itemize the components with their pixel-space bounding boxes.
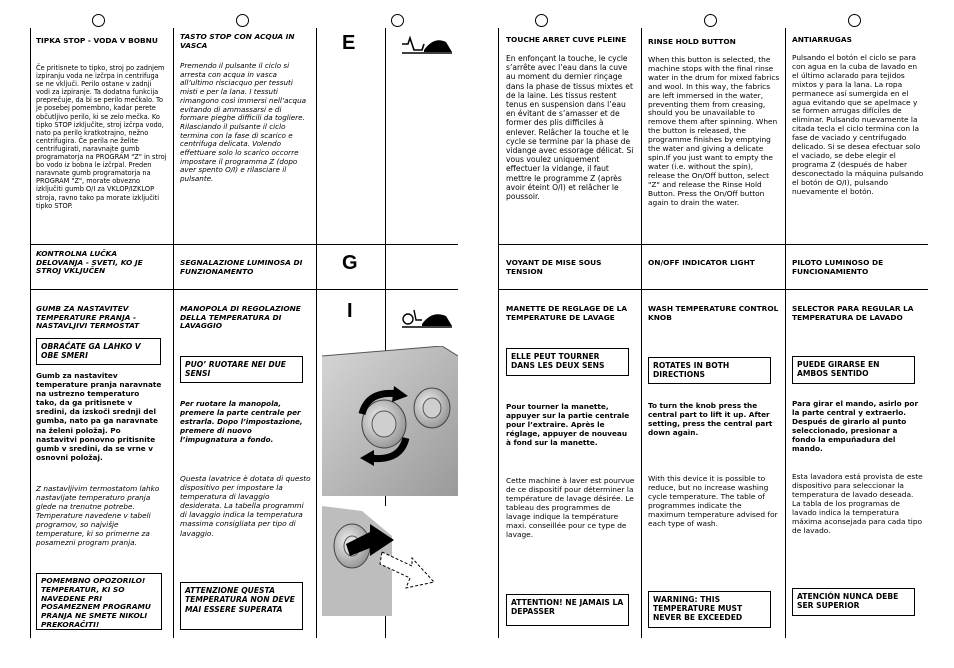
temperature-knob-heading: SELECTOR PARA REGULAR LA TEMPERATURA DE LAVADO: [792, 304, 914, 322]
knob-instructions: Gumb za nastavitev temperature pranja naravnate na ustrezno temperaturo tako, da ga pritisnete v sredini, da izskoči srednji del gumba, nato pa ga naravnate na želeni položaj. Po nastavitvi ponovno pritisnite gumb v sredini, da se vrne v osnovni položaj.: [36, 371, 162, 462]
stop-button-heading: TOUCHE ARRET CUVE PLEINE: [506, 35, 627, 44]
temperature-knob-heading: MANOPOLA DI REGOLAZIONE DELLA TEMPERATURA DI LAVAGGIO: [180, 304, 301, 331]
binder-hole: [535, 14, 548, 27]
stop-button-heading: ANTIARRUGAS: [792, 35, 852, 44]
section-letter-e: E: [342, 32, 356, 54]
temperature-warning: ATTENTION! NE JAMAIS LA DEPASSER: [506, 594, 629, 626]
stop-button-heading: RINSE HOLD BUTTON: [648, 37, 736, 46]
binder-hole: [391, 14, 404, 27]
temperature-warning: WARNING: THIS TEMPERATURE MUST NEVER BE EXCEEDED: [648, 591, 771, 628]
binder-hole: [236, 14, 249, 27]
thermostat-info: With this device it is possible to reduce, but no increase washing cycle temperature. The table of programmes indicate the maximum temperature advised for each type of wash.: [648, 474, 778, 528]
stop-button-text: Če pritisnete to tipko, stroj po zadnjem izpiranju voda ne izčrpa in centrifuga se ne vključi. Perilo ostane v zadnji vodi za izpiranje. Ta dodatna funkcija preprečuje, da bi se perilo mečkalo. To je posebej pomembno, kadar perete občutljivo perilo, ki se zelo mečka. Ko tipko STOP izključite, stroj izčrpa vodo, nato pa perilo kratkotrajno, nežno centrifugira. Če perila ne želite centrifugirati, naravnajte gumb programatorja na PROGRAM "Z" in stroj bo vodo iz bobna le izčrpal. Preden naravnate gumb programatorja na PROGRAM "Z", morate obvezno izključiti gumb O/I za VKLOP/IZKLOP stroja, ravno tako pa morate izključiti tipko STOP.: [36, 64, 167, 210]
knob-instructions: Pour tourner la manette, appuyer sur la partie centrale pour l’extraire. Après le réglage, appuyer de nouveau à fond sur la manette.: [506, 402, 630, 447]
binder-hole: [92, 14, 105, 27]
stop-button-heading: TASTO STOP CON ACQUA IN VASCA: [180, 32, 295, 50]
section-letter-i: I: [347, 300, 353, 322]
stop-button-text: En enfonçant la touche, le cycle s’arrête avec l’eau dans la cuve au moment du dernier rinçage dans la phase de tissus mixtes et de la laine. Les tissus restent tenus en suspension dans l’eau en évitant de s’amasser et de former des plis difficiles à enlever. Relâcher la touche et le cycle se termine par la phase de vidange avec essorage délicat. Si vous voulez uniquement effectuer la vidange, il faut mettre le programme Z (après avoir éteint O/I) et relâcher le poussoir.: [506, 54, 634, 202]
section-letter-g: G: [342, 252, 358, 274]
thermostat-info: Cette machine à laver est pourvue de ce dispositif pour déterminer la température de lavage désirée. Le tableau des programmes de lavage indique la température maxi. conseillée pour ce type de lavage.: [506, 476, 635, 539]
stop-button-text: Premendo il pulsante il ciclo si arresta con acqua in vasca all’ultimo risciacquo per tessuti misti e per la lana. I tessuti rimangono così immersi nell’acqua evitando di ammassarsi e di formare pieghe difficili da togliere. Rilasciando il pulsante il ciclo termina con la fase di scarico e centrifuga delicata. Volendo effettuare solo lo scarico occorre impostare il programma Z (dopo aver spento O/I) e rilasciare il pulsante.: [180, 61, 307, 184]
stop-button-text: Pulsando el botón el ciclo se para con agua en la cuba de lavado en el último aclarado para tejidos mixtos y para la lana. La ropa permanece así sumergida en el agua evitando que se apelmace y se formen arrugas difíciles de eliminar. Pulsando nuevamente la citada tecla el ciclo termina con la fase de vaciado y centrifugado delicado. Si se desea efectuar solo el vaciado, se debe elegir el programa Z (después de haber desconectado la máquina pulsando el botón de O/I), pulsando nuevamente el botón.: [792, 53, 924, 196]
rotate-info-box: OBRAČATE GA LAHKO V OBE SMERI: [36, 338, 161, 365]
indicator-light-heading: ON/OFF INDICATOR LIGHT: [648, 258, 755, 267]
indicator-light-heading: SEGNALAZIONE LUMINOSA DI FUNZIONAMENTO: [180, 258, 303, 276]
stop-button-heading: TIPKA STOP - VODA V BOBNU: [36, 36, 158, 45]
binder-hole: [704, 14, 717, 27]
indicator-light-heading: KONTROLNA LUČKA DELOVANJA - SVETI, KO JE STROJ VKLJUČEN: [36, 249, 143, 276]
thermostat-info: Questa lavatrice è dotata di questo dispositivo per impostare la temperatura di lavaggio desiderata. La tabella programmi di lavaggio indica la temperatura massima consigliata per tipo di lavaggio.: [180, 474, 311, 538]
control-panel-illustration: [322, 346, 458, 616]
rotate-info-box: PUEDE GIRARSE EN AMBOS SENTIDO: [792, 356, 915, 384]
indicator-light-heading: PILOTO LUMINOSO DE FUNCIONAMIENTO: [792, 258, 884, 276]
rinse-hold-button-icon: [400, 34, 454, 56]
temperature-warning: ATTENZIONE QUESTA TEMPERATURA NON DEVE MAI ESSERE SUPERATA: [180, 582, 303, 630]
temperature-knob-heading: WASH TEMPERATURE CONTROL KNOB: [648, 304, 779, 322]
rotate-info-box: ELLE PEUT TOURNER DANS LES DEUX SENS: [506, 348, 629, 376]
binder-hole: [848, 14, 861, 27]
knob-instructions: Per ruotare la manopola, premere la parte centrale per estrarla. Dopo l’impostazione, premere di nuovo l’impugnatura a fondo.: [180, 399, 303, 444]
temperature-warning: ATENCIÓN NUNCA DEBE SER SUPERIOR: [792, 588, 915, 616]
temperature-warning: POMEMBNO OPOZORILO! TEMPERATUR, KI SO NAVEDENE PRI POSAMEZNEM PROGRAMU PRANJA NE SMETE NIKOLI PREKORAČITI!: [36, 573, 162, 630]
temperature-knob-heading: GUMB ZA NASTAVITEV TEMPERATURE PRANJA - NASTAVLJIVI TERMOSTAT: [36, 304, 140, 331]
temperature-button-icon: [400, 306, 454, 330]
temperature-knob-heading: MANETTE DE REGLAGE DE LA TEMPERATURE DE LAVAGE: [506, 304, 628, 322]
knob-instructions: To turn the knob press the central part to lift it up. After setting, press the central part down again.: [648, 401, 773, 437]
rotate-info-box: ROTATES IN BOTH DIRECTIONS: [648, 357, 771, 384]
thermostat-info: Z nastavljivim termostatom lahko nastavljate temperaturo pranja glede na trenutne potrebe. Temperature navedene v tabeli programov, so najvišje temperature, ki so primerne za posamezni program pranja.: [36, 484, 160, 547]
knob-instructions: Para girar el mando, asirlo por la parte central y extraerlo. Después de girarlo al punto seleccionado, presionar a fondo la empuñadura del mando.: [792, 399, 919, 453]
rotate-info-box: PUO’ RUOTARE NEI DUE SENSI: [180, 356, 303, 383]
indicator-light-heading: VOYANT DE MISE SOUS TENSION: [506, 258, 602, 276]
thermostat-info: Esta lavadora está provista de este dispositivo para seleccionar la temperatura de lavado deseada. La tabla de los programas de lavado indica la temperatura máxima aconsejada para cada tipo de lavado.: [792, 472, 923, 535]
stop-button-text: When this button is selected, the machine stops with the final rinse water in the drum for mixed fabrics and wool. In this way, the fabrics are left immersed in the water, preventing them from creasing, should you be unavailable to remove them after spinning. When the button is released, the programme finishes by emptying the water and giving a delicate spin.If you just want to empty the water (i.e. without the spin), release the On/Off button, select "Z" and release the Rinse Hold Button. Press the On/Off button again to drain the water.: [648, 55, 780, 207]
